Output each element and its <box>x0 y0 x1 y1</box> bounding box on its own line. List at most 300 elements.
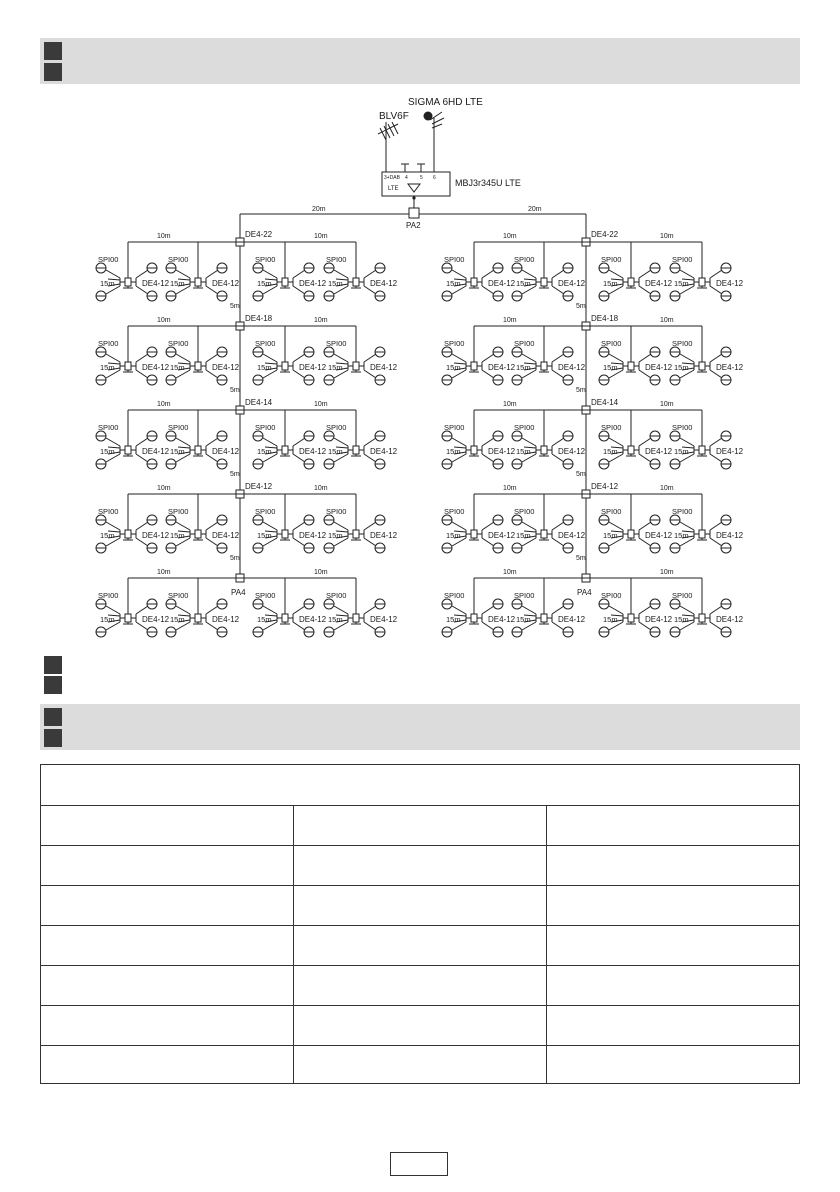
socket-outlet-icon <box>442 627 452 637</box>
branch-cable-label: 10m <box>157 317 171 324</box>
end-tap <box>280 362 290 372</box>
drop-cable-label: 15m <box>170 447 185 456</box>
socket-outlet-icon <box>512 263 522 273</box>
drop-line <box>136 270 148 278</box>
socket-outlet-icon <box>253 291 263 301</box>
socket-outlet-icon <box>721 543 731 553</box>
end-tap-label: DE4-12 <box>212 279 240 288</box>
end-tap-box <box>541 362 547 370</box>
drop-line <box>106 438 120 446</box>
end-tap <box>123 446 133 456</box>
drop-line <box>639 270 651 278</box>
socket-outlet-icon <box>670 347 680 357</box>
end-tap-box <box>195 362 201 370</box>
socket-outlet-icon <box>493 599 503 609</box>
amp-port-3: 5 <box>420 175 423 181</box>
end-tap <box>193 278 203 288</box>
socket-outlet-icon <box>442 375 452 385</box>
splitter-pa4-label: PA4 <box>231 588 246 597</box>
drop-line <box>609 606 623 614</box>
drop-line <box>680 270 694 278</box>
socket-outlet-icon <box>721 263 731 273</box>
end-tap <box>123 278 133 288</box>
socket-outlet-icon <box>375 263 385 273</box>
socket-outlet-icon <box>442 599 452 609</box>
socket-label: SPI00 <box>444 507 465 516</box>
drop-cable-label: 15m <box>603 447 618 456</box>
end-tap-label: DE4-12 <box>645 279 673 288</box>
drop-cable-label: 15m <box>328 447 343 456</box>
socket-outlet-icon <box>217 459 227 469</box>
socket-outlet-icon <box>324 627 334 637</box>
drop-line <box>364 606 376 614</box>
socket-outlet-icon <box>442 263 452 273</box>
amplifier-box <box>382 164 521 196</box>
end-tap-box <box>282 362 288 370</box>
end-tap-box <box>353 446 359 454</box>
end-tap-label: DE4-12 <box>645 615 673 624</box>
branch-cable-label: 10m <box>660 401 674 408</box>
socket-label: SPI00 <box>255 423 276 432</box>
socket-label: SPI00 <box>601 423 622 432</box>
socket-outlet-icon <box>147 459 157 469</box>
branch-cable-label: 10m <box>660 485 674 492</box>
end-tap <box>539 446 549 456</box>
end-tap-box <box>353 278 359 286</box>
drop-cable-label: 15m <box>328 531 343 540</box>
socket-outlet-icon <box>670 599 680 609</box>
drop-cable-label: 15m <box>446 363 461 372</box>
socket-label: SPI00 <box>98 339 119 348</box>
drop-line <box>136 354 148 362</box>
end-tap-label: DE4-12 <box>558 447 586 456</box>
end-tap-label: DE4-12 <box>488 363 516 372</box>
socket-outlet-icon <box>599 543 609 553</box>
riser-cable-label: 5m <box>576 387 586 394</box>
end-tap-box <box>699 362 705 370</box>
drop-line <box>710 354 722 362</box>
socket-outlet-icon <box>599 599 609 609</box>
drop-line <box>136 522 148 530</box>
socket-outlet-icon <box>512 375 522 385</box>
socket-outlet-icon <box>253 431 263 441</box>
socket-outlet-icon <box>721 431 731 441</box>
socket-outlet-icon <box>217 291 227 301</box>
drop-line <box>482 354 494 362</box>
antenna-2-label: SIGMA 6HD LTE <box>408 97 483 108</box>
socket-outlet-icon <box>721 599 731 609</box>
end-tap <box>697 278 707 288</box>
socket-outlet-icon <box>253 627 263 637</box>
socket-outlet-icon <box>493 375 503 385</box>
socket-outlet-icon <box>670 263 680 273</box>
socket-outlet-icon <box>512 627 522 637</box>
antenna-1-label: BLV6F <box>379 111 409 122</box>
drop-line <box>482 270 494 278</box>
drop-cable-label: 15m <box>516 531 531 540</box>
floor-tap-label: DE4-12 <box>591 482 619 491</box>
socket-outlet-icon <box>599 431 609 441</box>
socket-outlet-icon <box>96 543 106 553</box>
branch-cable-label: 10m <box>314 233 328 240</box>
branch-cable-label: 10m <box>314 569 328 576</box>
socket-label: SPI00 <box>326 591 347 600</box>
socket-label: SPI00 <box>255 255 276 264</box>
drop-line <box>106 270 120 278</box>
socket-label: SPI00 <box>326 423 347 432</box>
socket-outlet-icon <box>512 543 522 553</box>
socket-outlet-icon <box>493 543 503 553</box>
drop-line <box>522 606 536 614</box>
socket-outlet-icon <box>493 627 503 637</box>
socket-outlet-icon <box>166 627 176 637</box>
socket-outlet-icon <box>304 263 314 273</box>
drop-line <box>710 522 722 530</box>
socket-outlet-icon <box>253 515 263 525</box>
floor-tap-label: DE4-18 <box>245 314 273 323</box>
socket-outlet-icon <box>442 515 452 525</box>
end-tap-box <box>699 614 705 622</box>
end-tap <box>539 614 549 624</box>
end-tap-box <box>282 446 288 454</box>
socket-outlet-icon <box>599 627 609 637</box>
end-tap <box>539 362 549 372</box>
socket-outlet-icon <box>512 459 522 469</box>
drop-line <box>334 354 348 362</box>
end-tap-box <box>471 446 477 454</box>
socket-outlet-icon <box>493 459 503 469</box>
drop-line <box>176 438 190 446</box>
drop-line <box>639 438 651 446</box>
drop-line <box>522 354 536 362</box>
end-tap <box>351 278 361 288</box>
end-tap <box>697 446 707 456</box>
socket-outlet-icon <box>147 515 157 525</box>
socket-outlet-icon <box>166 459 176 469</box>
drop-cable-label: 15m <box>100 447 115 456</box>
end-tap-label: DE4-12 <box>299 363 327 372</box>
end-tap-label: DE4-12 <box>645 363 673 372</box>
socket-label: SPI00 <box>255 591 276 600</box>
socket-outlet-icon <box>96 627 106 637</box>
socket-outlet-icon <box>563 627 573 637</box>
socket-outlet-icon <box>670 515 680 525</box>
amplifier-label: MBJ3r345U LTE <box>455 178 521 188</box>
end-tap-box <box>353 614 359 622</box>
end-tap-box <box>628 614 634 622</box>
socket-outlet-icon <box>96 431 106 441</box>
socket-label: SPI00 <box>255 507 276 516</box>
drop-line <box>364 354 376 362</box>
socket-outlet-icon <box>599 291 609 301</box>
drop-line <box>452 522 466 530</box>
riser-cable-label: 5m <box>230 387 240 394</box>
drop-line <box>522 270 536 278</box>
socket-outlet-icon <box>512 347 522 357</box>
end-tap-label: DE4-12 <box>645 531 673 540</box>
end-tap <box>626 530 636 540</box>
end-tap-label: DE4-12 <box>488 531 516 540</box>
drop-cable-label: 15m <box>257 279 272 288</box>
socket-outlet-icon <box>304 599 314 609</box>
socket-outlet-icon <box>670 459 680 469</box>
socket-outlet-icon <box>304 375 314 385</box>
socket-label: SPI00 <box>168 339 189 348</box>
branch-cable-label: 10m <box>660 569 674 576</box>
end-tap <box>351 446 361 456</box>
end-tap-label: DE4-12 <box>370 279 398 288</box>
branch-cable-label: 10m <box>157 233 171 240</box>
socket-outlet-icon <box>147 263 157 273</box>
table-row <box>41 845 799 846</box>
socket-outlet-icon <box>304 515 314 525</box>
end-tap <box>697 530 707 540</box>
end-tap <box>123 614 133 624</box>
socket-outlet-icon <box>650 263 660 273</box>
end-tap-box <box>282 530 288 538</box>
branch-cable-label: 10m <box>314 401 328 408</box>
socket-outlet-icon <box>721 459 731 469</box>
drop-line <box>639 354 651 362</box>
socket-label: SPI00 <box>514 423 535 432</box>
drop-cable-label: 15m <box>603 363 618 372</box>
riser-cable-label: 5m <box>230 303 240 310</box>
socket-label: SPI00 <box>514 591 535 600</box>
socket-label: SPI00 <box>168 591 189 600</box>
drop-line <box>452 438 466 446</box>
end-tap-label: DE4-12 <box>716 615 744 624</box>
end-tap-label: DE4-12 <box>488 279 516 288</box>
socket-outlet-icon <box>512 515 522 525</box>
socket-outlet-icon <box>650 459 660 469</box>
drop-cable-label: 15m <box>516 615 531 624</box>
socket-outlet-icon <box>324 431 334 441</box>
socket-outlet-icon <box>96 291 106 301</box>
socket-outlet-icon <box>96 375 106 385</box>
socket-outlet-icon <box>563 375 573 385</box>
end-tap <box>469 530 479 540</box>
socket-outlet-icon <box>493 291 503 301</box>
socket-outlet-icon <box>563 515 573 525</box>
drop-line <box>639 606 651 614</box>
trunk-cabling <box>240 196 586 578</box>
drop-cable-label: 15m <box>516 447 531 456</box>
end-tap-box <box>195 614 201 622</box>
socket-label: SPI00 <box>672 339 693 348</box>
drop-line <box>364 522 376 530</box>
end-tap-label: DE4-12 <box>370 615 398 624</box>
end-tap <box>697 362 707 372</box>
end-tap-box <box>699 530 705 538</box>
drop-cable-label: 15m <box>257 531 272 540</box>
socket-outlet-icon <box>375 291 385 301</box>
end-tap <box>193 530 203 540</box>
socket-label: SPI00 <box>168 507 189 516</box>
socket-outlet-icon <box>304 291 314 301</box>
riser-cable-label: 5m <box>230 555 240 562</box>
socket-outlet-icon <box>650 627 660 637</box>
end-tap-box <box>628 530 634 538</box>
end-tap-label: DE4-12 <box>370 447 398 456</box>
drop-line <box>206 606 218 614</box>
drop-line <box>106 522 120 530</box>
end-tap <box>193 362 203 372</box>
socket-outlet-icon <box>599 459 609 469</box>
end-tap <box>193 614 203 624</box>
socket-outlet-icon <box>166 599 176 609</box>
drop-line <box>176 270 190 278</box>
socket-outlet-icon <box>324 263 334 273</box>
drop-cable-label: 15m <box>328 615 343 624</box>
drop-line <box>263 606 277 614</box>
end-tap-label: DE4-12 <box>645 447 673 456</box>
socket-outlet-icon <box>650 291 660 301</box>
socket-outlet-icon <box>166 291 176 301</box>
end-tap-box <box>471 278 477 286</box>
end-tap-label: DE4-12 <box>370 531 398 540</box>
socket-outlet-icon <box>670 291 680 301</box>
socket-label: SPI00 <box>326 339 347 348</box>
end-tap-box <box>125 362 131 370</box>
socket-label: SPI00 <box>98 507 119 516</box>
end-tap <box>123 362 133 372</box>
socket-outlet-icon <box>217 263 227 273</box>
socket-label: SPI00 <box>98 423 119 432</box>
socket-label: SPI00 <box>601 507 622 516</box>
drop-line <box>710 438 722 446</box>
socket-outlet-icon <box>147 543 157 553</box>
end-tap-label: DE4-12 <box>716 531 744 540</box>
riser-cable-label: 5m <box>576 555 586 562</box>
socket-label: SPI00 <box>98 255 119 264</box>
end-tap-box <box>125 614 131 622</box>
end-tap-label: DE4-12 <box>716 447 744 456</box>
drop-cable-label: 15m <box>674 279 689 288</box>
drop-line <box>176 522 190 530</box>
section-band <box>40 704 800 750</box>
end-tap-label: DE4-12 <box>299 279 327 288</box>
socket-outlet-icon <box>375 375 385 385</box>
socket-label: SPI00 <box>255 339 276 348</box>
end-tap-label: DE4-12 <box>558 615 586 624</box>
end-tap-label: DE4-12 <box>142 447 170 456</box>
end-tap <box>469 446 479 456</box>
end-tap-label: DE4-12 <box>299 447 327 456</box>
end-tap-box <box>541 446 547 454</box>
socket-label: SPI00 <box>601 339 622 348</box>
end-tap-box <box>699 278 705 286</box>
antenna-group <box>378 97 483 176</box>
end-tap-box <box>353 530 359 538</box>
socket-outlet-icon <box>324 543 334 553</box>
drop-line <box>552 354 564 362</box>
drop-line <box>452 354 466 362</box>
table-row <box>41 1005 799 1006</box>
splitter-pa2-box <box>409 208 419 218</box>
end-tap-label: DE4-12 <box>212 363 240 372</box>
drop-line <box>710 270 722 278</box>
socket-outlet-icon <box>253 375 263 385</box>
socket-label: SPI00 <box>514 339 535 348</box>
drop-line <box>639 522 651 530</box>
drop-line <box>482 522 494 530</box>
amp-output-dot <box>412 196 415 199</box>
drop-line <box>609 438 623 446</box>
socket-label: SPI00 <box>168 423 189 432</box>
drop-line <box>364 438 376 446</box>
socket-outlet-icon <box>166 375 176 385</box>
socket-outlet-icon <box>324 459 334 469</box>
table-row <box>41 965 799 966</box>
socket-outlet-icon <box>650 543 660 553</box>
socket-outlet-icon <box>670 543 680 553</box>
drop-cable-label: 15m <box>516 363 531 372</box>
page-number-box <box>390 1152 448 1176</box>
end-tap <box>626 614 636 624</box>
drop-line <box>293 522 305 530</box>
end-tap-box <box>628 362 634 370</box>
end-tap-label: DE4-12 <box>142 363 170 372</box>
socket-outlet-icon <box>324 347 334 357</box>
end-tap <box>351 530 361 540</box>
table-row <box>41 925 799 926</box>
end-tap-label: DE4-12 <box>488 615 516 624</box>
drop-cable-label: 15m <box>100 531 115 540</box>
socket-outlet-icon <box>324 291 334 301</box>
drop-line <box>334 438 348 446</box>
socket-outlet-icon <box>375 543 385 553</box>
socket-outlet-icon <box>721 347 731 357</box>
socket-outlet-icon <box>304 347 314 357</box>
socket-outlet-icon <box>304 543 314 553</box>
socket-label: SPI00 <box>168 255 189 264</box>
socket-outlet-icon <box>166 431 176 441</box>
socket-outlet-icon <box>512 431 522 441</box>
drop-cable-label: 15m <box>674 531 689 540</box>
socket-outlet-icon <box>442 347 452 357</box>
socket-outlet-icon <box>304 627 314 637</box>
panel-antenna-icon <box>424 112 444 176</box>
drop-line <box>482 606 494 614</box>
socket-outlet-icon <box>599 263 609 273</box>
socket-outlet-icon <box>670 375 680 385</box>
floor-tap-label: DE4-18 <box>591 314 619 323</box>
drop-cable-label: 15m <box>446 531 461 540</box>
socket-outlet-icon <box>96 347 106 357</box>
amp-port-4: 6 <box>433 175 436 181</box>
drop-cable-label: 15m <box>170 531 185 540</box>
drop-cable-label: 15m <box>603 531 618 540</box>
trunk-cable-left: 20m <box>312 206 326 213</box>
socket-outlet-icon <box>324 515 334 525</box>
table-column-divider <box>293 805 294 1083</box>
drop-line <box>680 522 694 530</box>
socket-outlet-icon <box>599 347 609 357</box>
floor-tap-label: DE4-12 <box>245 482 273 491</box>
socket-outlet-icon <box>375 431 385 441</box>
flag-square-3 <box>44 708 62 726</box>
branch-cable-label: 10m <box>503 569 517 576</box>
drop-cable-label: 15m <box>674 363 689 372</box>
socket-outlet-icon <box>147 375 157 385</box>
socket-outlet-icon <box>217 543 227 553</box>
socket-outlet-icon <box>563 459 573 469</box>
socket-outlet-icon <box>217 599 227 609</box>
socket-outlet-icon <box>563 347 573 357</box>
socket-label: SPI00 <box>98 591 119 600</box>
socket-outlet-icon <box>442 431 452 441</box>
table-row <box>41 885 799 886</box>
